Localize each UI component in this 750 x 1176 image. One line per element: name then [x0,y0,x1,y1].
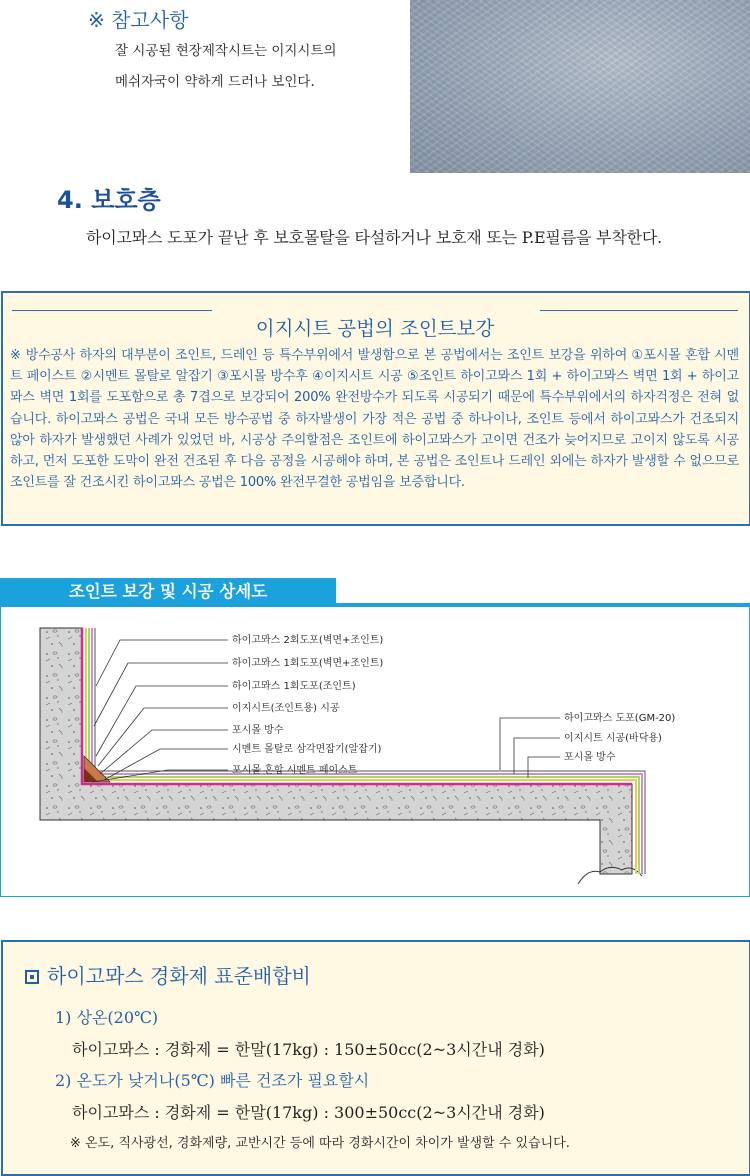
condition-2: 2) 온도가 낮거나(5℃) 빠른 건조가 필요할시 [55,1071,370,1090]
right-label-1: 하이고뫄스 도포(GM-20) [564,713,676,724]
left-label-2: 하이고뫄스 1회도포(벽면+조인트) [232,658,384,669]
reference-line-2: 메쉬자국이 약하게 드러나 보인다. [115,74,315,90]
diagram-tab-title: 조인트 보강 및 시공 상세도 [0,578,336,606]
left-leader-lines [92,640,228,782]
left-label-3: 하이고뫄스 1회도포(조인트) [232,681,356,692]
cement-paste-layer [82,628,632,784]
formula-1: 하이고뫄스 : 경화제 = 한말(17kg) : 150±50cc(2~3시간내 경화) [72,1040,545,1059]
left-label-5: 포시몰 방수 [232,725,284,736]
left-label-7: 포시몰 혼합 시멘트 페이스트 [232,765,358,776]
left-label-4: 이지시트(조인트용) 시공 [232,703,340,714]
mixing-ratio-title-text: 하이고뫄스 경화제 표준배합비 [47,964,311,988]
right-label-3: 포시몰 방수 [564,752,616,763]
condition-1: 1) 상온(20℃) [55,1008,159,1027]
protective-layer-heading: 4. 보호층 [57,186,161,214]
right-label-2: 이지시트 시공(바닥용) [564,733,662,744]
formula-2: 하이고뫄스 : 경화제 = 한말(17kg) : 300±50cc(2~3시간내 경화) [72,1103,545,1122]
reference-line-1: 잘 시공된 현장제작시트는 이지시트의 [115,43,337,59]
joint-reinforcement-body: ※ 방수공사 하자의 대부분이 조인트, 드레인 등 특수부위에서 발생함으로 본 공법에서는 조인트 보강을 위하여 ①포시몰 혼합 시멘트 페이스트 ②시멘트 몰탈로 알잡기 ③포시몰 방수후 ④이지시트 시공 ⑤조인트 하이고뫄스 1회 + 하이고뫄스 벽면 1회 + 하이고뫄스 벽면 1회를 도포함으로 총 7겹으로 보강되어 200% 완전방수가 되도록 시공되기 때문에 특수부위에서의 하자걱정은 전혀 없습니다. 하이고뫄스 공법은 국내 모든 방수공법 중 하자발생이 가장 적은 공법 중 하나이나, 조인트 등에서 하이고뫄스가 건조되지 않아 하자가 발생했던 사례가 있었던 바, 시공상 주의할점은 조인트에 하이고뫄스가 고이면 건조가 늦어지므로 고이지 않도록 시공하고, 먼저 도포한 도막이 완전 건조된 후 다음 공정을 시공해야 하며, 본 공법은 조인트나 드레인 외에는 하자가 발생할 수 없으므로 조인트를 잘 건조시킨 하이고뫄스 공법은 100% 완전무결한 공법임을 보증합니다. [10,348,739,491]
protective-layer-text: 하이고뫄스 도포가 끝난 후 보호몰탈을 타설하거나 보호재 또는 P.E필름을 부착한다. [86,228,662,247]
square-bullet-icon [25,970,39,984]
joint-detail-diagram [0,606,750,896]
reference-heading: ※ 참고사항 [88,8,189,32]
sheet-mesh-photo [410,0,750,173]
mixing-ratio-note: ※ 온도, 직사광선, 경화제량, 교반시간 등에 따라 경화시간이 차이가 발생할 수 있습니다. [70,1136,570,1151]
left-label-6: 시멘트 몰탈로 삼각면잡기(알잡기) [232,744,382,755]
joint-reinforcement-title: 이지시트 공법의 조인트보강 [255,317,495,340]
right-leader-lines [500,718,560,778]
mixing-ratio-title [25,960,311,989]
title-rule-left [12,310,212,311]
title-rule-right [540,310,738,311]
left-label-1: 하이고뫄스 2회도포(벽면+조인트) [232,635,384,646]
